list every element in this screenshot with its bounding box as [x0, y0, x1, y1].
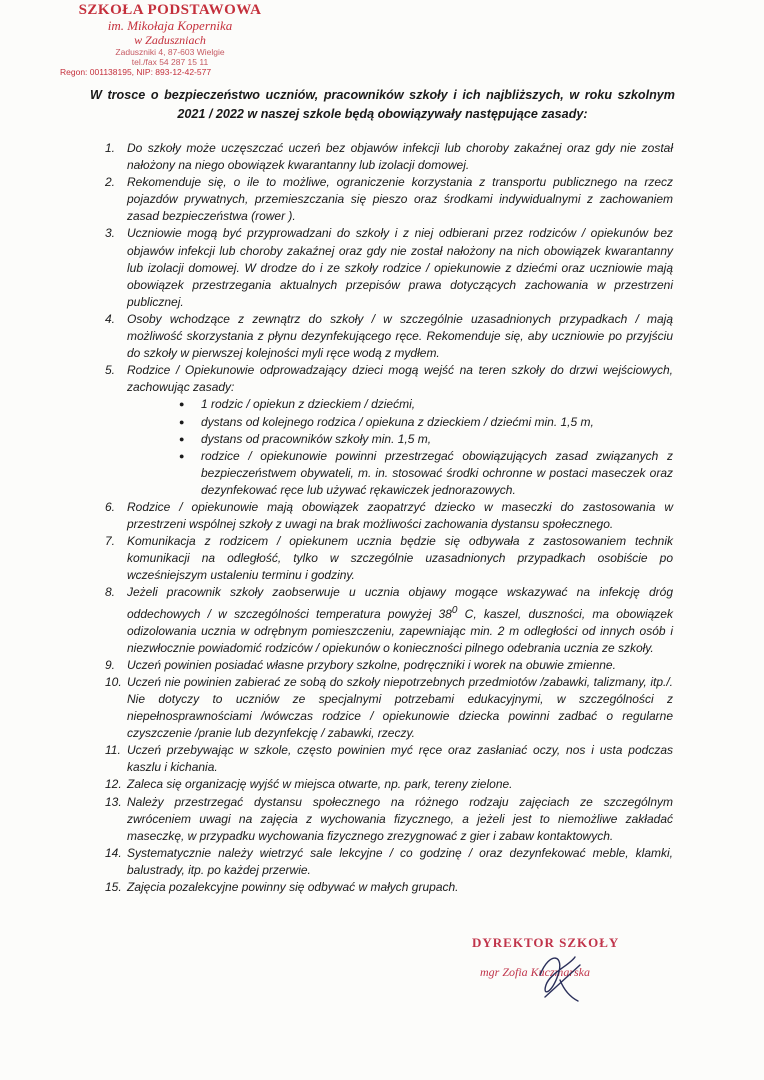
- stamp-address: Zaduszniki 4, 87-603 Wielgie: [115, 46, 225, 57]
- rule-number: 14.: [105, 845, 122, 860]
- rule-text: Uczeń przebywając w szkole, często powinien myć ręce oraz zasłaniać oczy, nos i usta podczas kaszlu i kichania.: [127, 743, 673, 775]
- rule-item: [105, 362, 673, 499]
- stamp-patron: im. Mikołaja Kopernika: [107, 18, 233, 34]
- rule-text: Osoby wchodzące z zewnątrz do szkoły / w szczególnie uzasadnionych przypadkach / mają możliwość skorzystania z płynu dezynfekującego ręce. Rekomenduje się, aby uczniowie po przyjściu do szkoły w pierwszej kolejności myli ręce wodą z mydłem.: [127, 311, 673, 361]
- bullet-item: ● 1 rodzic / opiekun z dzieckiem / dziećmi,: [179, 396, 673, 413]
- school-stamp: [60, 2, 270, 77]
- rule-item: [105, 225, 673, 310]
- stamp-regon-nip: Regon: 001138195, NIP: 893-12-42-577: [60, 66, 212, 77]
- rule-item: [105, 879, 673, 896]
- rule-item: [105, 845, 673, 879]
- handwritten-signature: [520, 945, 590, 1005]
- rule-text: Uczeń powinien posiadać własne przybory szkolne, podręczniki i worek na obuwie zmienne.: [127, 657, 616, 672]
- rule-text: Uczniowie mogą być przyprowadzani do szkoły i z niej odbierani przez rodziców / opiekunów bez objawów infekcji lub choroby zakaźnej oraz gdy nie został nałożony na nich obowiązek kwarantanny lub izolacji domowej. W drodze do i ze szkoły rodzice / opiekunowie z dziećmi oraz uczniowie mają obowiązek przestrzegania aktualnych przepisów prawa dotyczących zachowania w przestrzeni publicznej.: [127, 226, 673, 309]
- rule-text-a: Jeżeli pracownik szkoły zaobserwuje u ucznia objawy mogące wskazywać na infekcję dróg oddechowych / w szczególności temperatura powyżej 38: [127, 585, 673, 621]
- rule-text-b: C, kaszel, duszności, ma obowiązek odizolowania ucznia w odrębnym pomieszczeniu, zapewniając min. 2 m odległości od innych osób i niezwłocznie powiadomić rodziców / opiekunów o konieczności pilnego odebrania ucznia ze szkoły.: [127, 606, 673, 655]
- rule-item: [105, 311, 673, 362]
- degree-superscript: 0: [451, 604, 458, 616]
- rule-text: Systematycznie należy wietrzyć sale lekcyjne / co godzinę / oraz dezynfekować meble, klamki, balustrady, itp. po każdej przerwie.: [127, 845, 673, 877]
- rule-item: [105, 657, 673, 674]
- rule-text: Zaleca się organizację wyjść w miejsca otwarte, np. park, tereny zielone.: [127, 777, 513, 792]
- rule-number: 6.: [105, 499, 116, 514]
- document-heading: W trosce o bezpieczeństwo uczniów, pracowników szkoły i ich najbliższych, w roku szkolnym 2021 / 2022 w naszej szkole będą obowiązywały następujące zasady:: [90, 88, 675, 121]
- rule-item: [105, 584, 673, 656]
- rule-number: 5.: [105, 363, 116, 378]
- stamp-location: w Zaduszniach: [134, 33, 206, 48]
- rule-item: [105, 499, 673, 533]
- rule-item: [105, 533, 673, 584]
- rule-number: 7.: [105, 534, 116, 549]
- signature-name: mgr Zofia Kuczmarska: [480, 965, 591, 979]
- rule-number: 3.: [105, 226, 116, 241]
- bullet-item: ● rodzice / opiekunowie powinni przestrzegać obowiązujących zasad związanych z bezpieczeństwem obywateli, m. in. stosować środki ochronne w postaci maseczek oraz dezynfekować ręce lub używać rękawiczek jednorazowych.: [179, 448, 673, 499]
- stamp-school-name: SZKOŁA PODSTAWOWA: [78, 2, 262, 18]
- rule-text: Rodzice / opiekunowie mają obowiązek zaopatrzyć dziecko w maseczki do zastosowania w przestrzeni wspólnej szkoły z uwagi na brak możliwości zachowania dystansu społecznego.: [127, 499, 673, 532]
- rule-item: [105, 742, 673, 776]
- rules-list: [105, 140, 673, 896]
- rule-text: Należy przestrzegać dystansu społecznego na różnego rodzaju zajęciach ze szczególnym zwróceniem uwagi na zajęcia z wychowania fizycznego, a jeżeli jest to niemożliwe zakładać maseczkę, w przypadku wychowania fizycznego zrezygnować z gier i zabaw kontaktowych.: [127, 794, 673, 843]
- rule-text: Do szkoły może uczęszczać uczeń bez objawów infekcji lub choroby zakaźnej oraz gdy nie został nałożony na niego obowiązek kwarantanny lub izolacji domowej.: [127, 141, 673, 173]
- rule-item: [105, 674, 673, 742]
- rule-text: Rekomenduje się, o ile to możliwe, ograniczenie korzystania z transportu publicznego na rzecz pojazdów prywatnych, przemieszczania się pieszo oraz środkami indywidualnymi z zachowaniem zasad bezpieczeństwa (rower ).: [127, 175, 673, 224]
- bullet-item: ● dystans od pracowników szkoły min. 1,5 m,: [179, 431, 673, 448]
- rule-number: 13.: [105, 794, 122, 809]
- rule-number: 10.: [105, 674, 122, 689]
- rule-text: Rodzice / Opiekunowie odprowadzający dzieci mogą wejść na teren szkoły do drzwi wejściowych, zachowując zasady:: [127, 363, 673, 395]
- rule-item: [105, 776, 673, 793]
- rule-number: 8.: [105, 585, 116, 600]
- stamp-phone: tel./fax 54 287 15 11: [131, 56, 209, 67]
- rule-text: Uczeń nie powinien zabierać ze sobą do szkoły niepotrzebnych przedmiotów /zabawki, talizmany, itp./. Nie dotyczy to uczniów ze specjalnymi potrzebami edukacyjnymi, w szczególności z niepełnosprawnościami /wówczas rodzice / opiekunowie dziecka powinni zadbać o regularne czyszczenie /pranie lub dezynfekcję / zabawki, rzeczy.: [127, 674, 673, 741]
- rule-number: 15.: [105, 880, 122, 895]
- rule-item: [105, 140, 673, 174]
- rule-number: 12.: [105, 777, 122, 792]
- rule-text: Komunikacja z rodzicem / opiekunem ucznia będzie się odbywała z zastosowaniem technik komunikacji na odległość, tylko w szczególnie uzasadnionych przypadkach osobiście po wcześniejszym ustaleniu terminu i godziny.: [127, 534, 673, 583]
- rule5-bullet-list: [127, 396, 673, 499]
- bullet-item: ● dystans od kolejnego rodzica / opiekuna z dzieckiem / dziećmi min. 1,5 m,: [179, 414, 673, 431]
- rule-item: [105, 174, 673, 225]
- rule-item: [105, 794, 673, 845]
- rule-text: Zajęcia pozalekcyjne powinny się odbywać w małych grupach.: [127, 880, 459, 895]
- signature-title: DYREKTOR SZKOŁY: [472, 935, 620, 950]
- rule-number: 1.: [105, 141, 116, 155]
- rule-number: 9.: [105, 657, 116, 672]
- rule-number: 11.: [105, 743, 121, 758]
- rule-number: 4.: [105, 311, 116, 326]
- rule-number: 2.: [105, 175, 116, 190]
